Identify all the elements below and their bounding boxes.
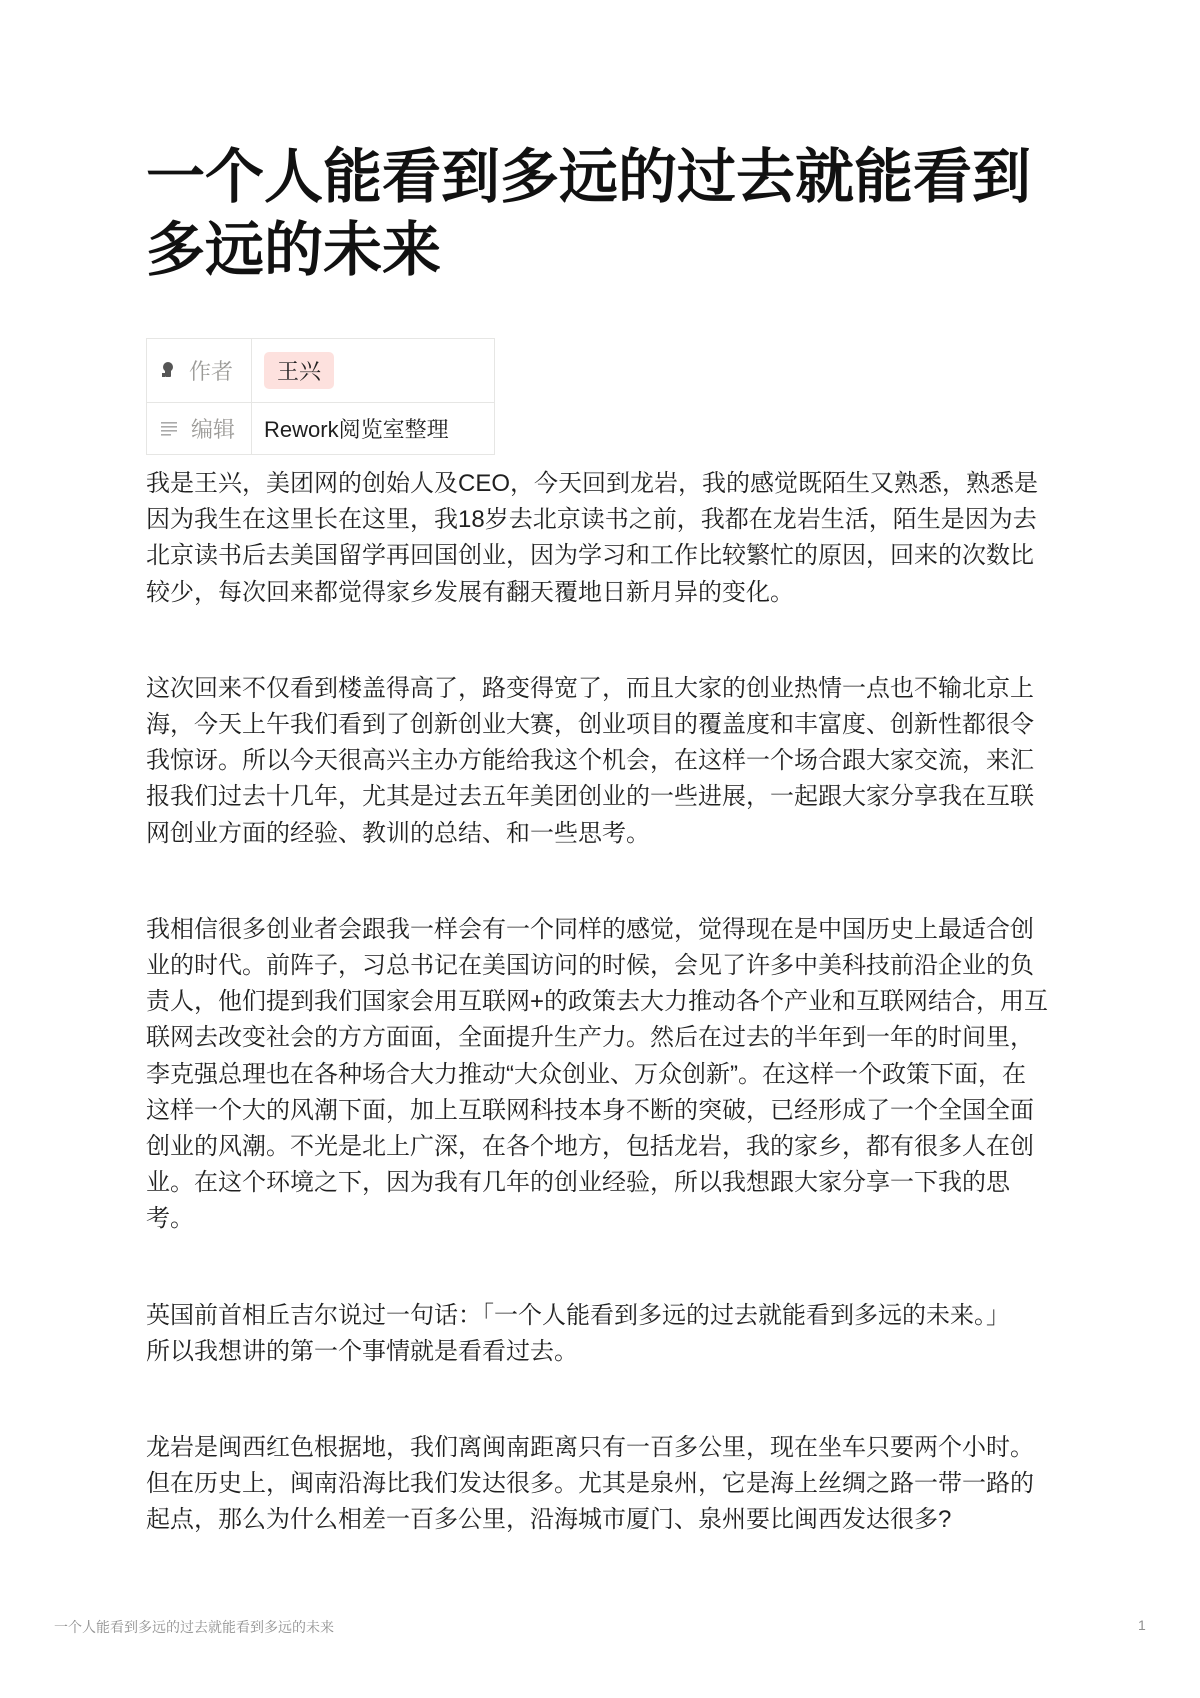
paragraph-line: 这次回来不仅看到楼盖得高了，路变得宽了，而且大家的创业热情一点也不输北京上 [146, 674, 1034, 702]
editor-value[interactable]: Rework阅览室整理 [252, 403, 495, 455]
title-line: 多远的未来 [146, 217, 442, 283]
paragraph-line: 因为我生在这里长在这里，我18岁去北京读书之前，我都在龙岩生活，陌生是因为去 [146, 506, 1037, 534]
properties-table [146, 338, 495, 455]
paragraph-line: 创业的风潮。不光是北上广深，在各个地方，包括龙岩，我的家乡，都有很多人在创 [146, 1133, 1034, 1161]
paragraph-line: 龙岩是闽西红色根据地，我们离闽南距离只有一百多公里，现在坐车只要两个小时。 [146, 1434, 1034, 1462]
paragraph [146, 1430, 1076, 1539]
paragraph-line: 英国前首相丘吉尔说过一句话：「一个人能看到多远的过去就能看到多远的未来。」 [146, 1301, 1010, 1329]
title-line: 一个人能看到多远的过去就能看到 [146, 144, 1032, 210]
paragraph-line: 李克强总理也在各种场合大力推动“大众创业、万众创新”。在这样一个政策下面，在 [146, 1060, 1026, 1088]
paragraph-line: 考。 [146, 1205, 194, 1233]
author-tag[interactable]: 王兴 [264, 352, 334, 389]
paragraph [146, 1298, 1076, 1370]
paragraph [146, 671, 1076, 852]
paragraph-line: 但在历史上，闽南沿海比我们发达很多。尤其是泉州，它是海上丝绸之路一带一路的 [146, 1470, 1034, 1498]
paragraph-line: 起点，那么为什么相差一百多公里，沿海城市厦门、泉州要比闽西发达很多? [146, 1506, 952, 1534]
paragraph-line: 我惊讶。所以今天很高兴主办方能给我这个机会，在这样一个场合跟大家交流，来汇 [146, 747, 1034, 775]
page-title [146, 141, 1076, 287]
person-icon [161, 358, 175, 384]
paragraph-line: 所以我想讲的第一个事情就是看看过去。 [146, 1337, 578, 1365]
paragraph-line: 北京读书后去美国留学再回国创业，因为学习和工作比较繁忙的原因，回来的次数比 [146, 542, 1034, 570]
paragraph-line: 业。在这个环境之下，因为我有几年的创业经验，所以我想跟大家分享一下我的思 [146, 1169, 1010, 1197]
author-label: 作者 [189, 359, 234, 384]
paragraph-line: 报我们过去十几年，尤其是过去五年美团创业的一些进展，一起跟大家分享我在互联 [146, 783, 1034, 811]
paragraph-line: 这样一个大的风潮下面，加上互联网科技本身不断的突破，已经形成了一个全国全面 [146, 1096, 1034, 1124]
paragraph-line: 网创业方面的经验、教训的总结、和一些思考。 [146, 819, 650, 847]
paragraph-line: 业的时代。前阵子，习总书记在美国访问的时候，会见了许多中美科技前沿企业的负 [146, 952, 1034, 980]
paragraph-line: 责人，他们提到我们国家会用互联网+的政策去大力推动各个产业和互联网结合，用互 [146, 988, 1049, 1016]
paragraph-line: 我是王兴，美团网的创始人及CEO，今天回到龙岩，我的感觉既陌生又熟悉，熟悉是 [146, 470, 1039, 497]
paragraph-line: 我相信很多创业者会跟我一样会有一个同样的感觉，觉得现在是中国历史上最适合创 [146, 915, 1034, 943]
editor-label: 编辑 [191, 417, 236, 442]
property-row-editor [147, 403, 495, 455]
text-lines-icon [161, 416, 177, 442]
page-number: 1 [1138, 1617, 1146, 1633]
paragraph [146, 912, 1076, 1238]
paragraph [146, 466, 1076, 611]
footer-title: 一个人能看到多远的过去就能看到多远的未来 [54, 1619, 334, 1635]
paragraph-line: 联网去改变社会的方方面面，全面提升生产力。然后在过去的半年到一年的时间里， [146, 1024, 1034, 1052]
article-body [146, 466, 1076, 1599]
paragraph-line: 海，今天上午我们看到了创新创业大赛，创业项目的覆盖度和丰富度、创新性都很令 [146, 711, 1034, 739]
property-row-author [147, 339, 495, 403]
paragraph-line: 较少，每次回来都觉得家乡发展有翻天覆地日新月异的变化。 [146, 578, 794, 606]
